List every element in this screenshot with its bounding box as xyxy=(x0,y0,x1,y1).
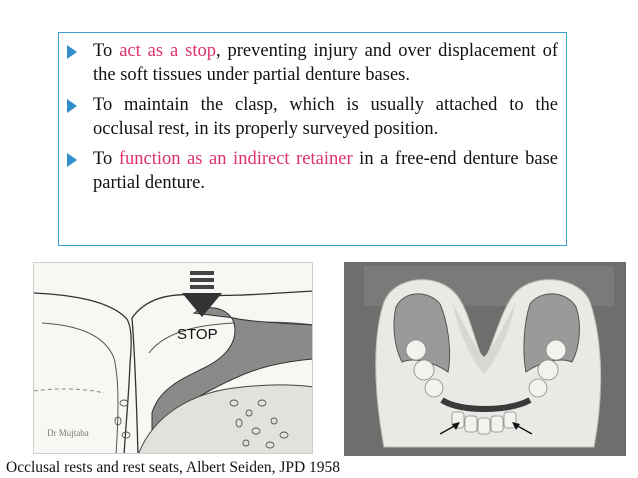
bullet-item-1 xyxy=(67,39,558,87)
bullet-text-box xyxy=(58,32,567,246)
bullet-2-part-1: To maintain the clasp, which is usually attached to the occlusal rest, in its properly surveyed position. xyxy=(93,95,558,139)
bullet-arrow-icon xyxy=(67,45,77,59)
occlusal-rest-diagram xyxy=(33,262,313,454)
denture-photo-illustration xyxy=(344,262,626,456)
bullet-3-highlight: function as an indirect retainer xyxy=(118,149,353,169)
bullet-1-highlight: act as a stop xyxy=(119,41,216,61)
occlusal-rest-illustration xyxy=(34,263,313,454)
bullet-item-2 xyxy=(67,93,558,141)
bullet-text-3 xyxy=(93,147,558,195)
bullet-arrow-icon xyxy=(67,99,77,113)
bullet-arrow-icon xyxy=(67,153,77,167)
bullet-text-1 xyxy=(93,39,558,87)
watermark-text: Dr Mujtaba xyxy=(47,428,89,438)
stop-label: STOP xyxy=(177,326,218,343)
bullet-1-part-3: , preventing injury and over displacement of the soft tissues under partial denture bases. xyxy=(93,41,558,85)
partial-denture-photo xyxy=(344,262,626,456)
bullet-3-part-3: in a free-end denture base partial denture. xyxy=(93,149,558,193)
bullet-3-part-1: To xyxy=(93,149,119,169)
bullet-item-3 xyxy=(67,147,558,195)
bullet-1-part-1: To xyxy=(93,41,120,61)
figure-caption: Occlusal rests and rest seats, Albert Seiden, JPD 1958 xyxy=(6,459,341,476)
bullet-text-2 xyxy=(93,93,558,141)
